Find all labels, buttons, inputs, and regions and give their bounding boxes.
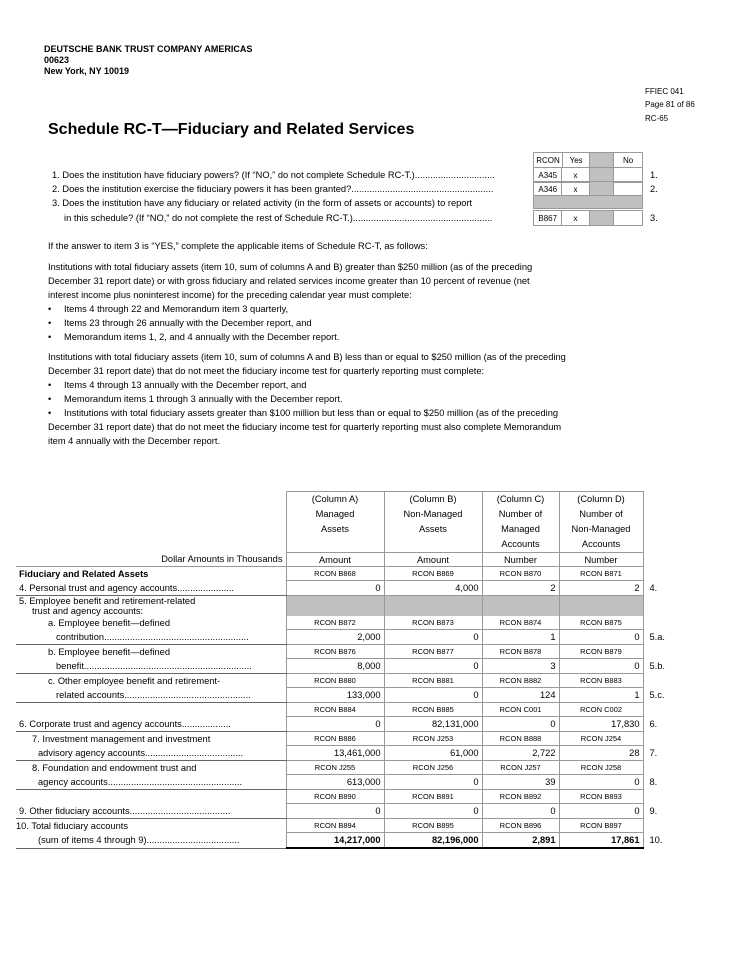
table-row [16,630,673,645]
value-cell[interactable]: 28 [559,746,643,761]
table-row [16,833,673,849]
code: RCON C001 [482,703,559,717]
question-1: 1. Does the institution have fiduciary powers? (If “NO,” do not complete Schedule RC-T.)............................... [52,170,495,180]
code: RCON B869 [384,567,482,581]
instr-p2-2: December 31 report date) or with gross fiduciary and related services income greater than 10 percent of revenue (net [48,276,530,286]
value-cell[interactable]: 82,196,000 [384,833,482,849]
value-cell[interactable]: 0 [559,659,643,674]
value-cell[interactable]: 39 [482,775,559,790]
line-ref: 8. [649,777,658,787]
code: RCON J258 [559,761,643,775]
line-ref: 7. [649,748,658,758]
code: RCON B875 [559,616,643,630]
table-row [16,775,673,790]
value-cell[interactable]: 0 [286,804,384,819]
value-cell[interactable]: 124 [482,688,559,703]
answer-row-1: A345 x [533,167,643,183]
row-label: contribution........................................................ [16,630,286,645]
code: RCON B895 [384,819,482,833]
value-cell[interactable]: 2 [559,581,643,596]
table-row [16,659,673,674]
page-number: Page 81 of 86 [645,100,695,109]
value-cell[interactable]: 0 [286,717,384,732]
code-row [16,703,673,717]
instr-p1: If the answer to item 3 is “YES,” complete the applicable items of Schedule RC-T, as follows: [48,241,428,251]
row-label: 9. Other fiduciary accounts....................................... [16,804,286,819]
value-cell[interactable]: 0 [384,775,482,790]
code-row: b. Employee benefit—defined RCON B876 RCON B877 RCON B878 RCON B879 [16,645,673,659]
section-title: Fiduciary and Related Assets [19,568,149,579]
row-label: 6. Corporate trust and agency accounts................... [16,717,286,732]
code-row: 10. Total fiduciary accounts RCON B894 RCON B895 RCON B896 RCON B897 [16,819,673,833]
row-label: trust and agency accounts: [32,606,144,616]
units-label: Dollar Amounts in Thousands [16,553,286,567]
answer-yes-2[interactable]: x [562,182,589,197]
value-cell[interactable]: 13,461,000 [286,746,384,761]
col-a-header: (Column A) Managed Assets [286,492,384,553]
instr-p2-1: Institutions with total fiduciary assets (item 10, sum of columns A and B) greater than $250 million (as of the preceding [48,262,533,272]
code: RCON B897 [559,819,643,833]
col-c-sub: Number [482,553,559,567]
value-cell[interactable]: 133,000 [286,688,384,703]
col-d-header: (Column D) Number of Non-Managed Accounts [559,492,643,553]
instr-p4-1: December 31 report date) that do not meet the fiduciary income test for quarterly reporting must also complete Memorandum [48,422,562,432]
code: RCON J253 [384,732,482,746]
code: RCON B890 [286,790,384,804]
value-cell[interactable]: 8,000 [286,659,384,674]
bullet-4: • Items 4 through 13 annually with the December report, and [48,380,307,390]
value-cell[interactable]: 0 [559,630,643,645]
value-cell[interactable]: 613,000 [286,775,384,790]
line-ref: 9. [649,806,658,816]
value-cell[interactable]: 2,722 [482,746,559,761]
question-3-cont: in this schedule? (If “NO,” do not complete the rest of Schedule RC-T.)...................................................... [64,213,493,223]
line-ref: 10. [649,835,663,846]
value-cell[interactable]: 17,861 [559,833,643,849]
question-headers [533,152,643,168]
code: RCON B893 [559,790,643,804]
line-ref: 6. [649,719,658,729]
table-row: 4. Personal trust and agency accounts...................... 0 4,000 2 2 4. [16,581,673,596]
page-title: Schedule RC-T—Fiduciary and Related Services [48,121,415,138]
col-b-sub: Amount [384,553,482,567]
ref-3: 3. [650,213,658,223]
code-row: 7. Investment management and investment RCON B886 RCON J253 RCON B888 RCON J254 [16,732,673,746]
row-label: benefit................................................................. [16,659,286,674]
row-label: advisory agency accounts...................................... [16,746,286,761]
value-cell[interactable]: 17,830 [559,717,643,732]
code: RCON C002 [559,703,643,717]
answer-row-2: A346 x [533,181,643,197]
question-3: 3. Does the institution have any fiduciary or related activity (in the form of assets or accounts) to report [52,198,473,208]
line-ref: 5.b. [649,661,666,671]
answer-no-3[interactable] [614,211,643,226]
value-cell[interactable]: 0 [384,630,482,645]
col-b-header: (Column B) Non-Managed Assets [384,492,482,553]
value-cell[interactable]: 0 [286,581,384,596]
instr-p3-1: Institutions with total fiduciary assets (item 10, sum of columns A and B) less than or equal to $250 million (as of the preceding [48,352,566,362]
table-row [16,804,673,819]
col-a-sub: Amount [286,553,384,567]
bank-city: New York, NY 10019 [44,66,130,76]
value-cell[interactable]: 0 [482,717,559,732]
code: RCON B883 [559,674,643,688]
value-cell[interactable]: 3 [482,659,559,674]
code: RCON B886 [286,732,384,746]
table-row [16,717,673,732]
row-label: (sum of items 4 through 9).................................... [16,833,286,849]
value-cell[interactable]: 82,131,000 [384,717,482,732]
code: RCON B871 [559,567,643,581]
value-cell[interactable]: 0 [559,775,643,790]
no-header: No [614,153,643,168]
instr-p2-3: interest income plus noninterest income) for the preceding calendar year must complete: [48,290,412,300]
code: RCON B876 [286,645,384,659]
bullet-5: • Memorandum items 1 through 3 annually with the December report. [48,394,343,404]
code: RCON J257 [482,761,559,775]
code: RCON J256 [384,761,482,775]
code: RCON B877 [384,645,482,659]
value-cell[interactable]: 0 [384,688,482,703]
line-ref: 5.c. [649,690,665,700]
value-cell[interactable]: 61,000 [384,746,482,761]
code: RCON B882 [482,674,559,688]
row-label: agency accounts.................................................... [16,775,286,790]
table-row [16,688,673,703]
code-row [16,790,673,804]
code: RCON B885 [384,703,482,717]
code: RCON B879 [559,645,643,659]
code: RCON J255 [286,761,384,775]
code: RCON B874 [482,616,559,630]
bullet-3: • Memorandum items 1, 2, and 4 annually with the December report. [48,332,340,342]
form-ref: RC-65 [645,114,669,123]
col-d-sub: Number [559,553,643,567]
code: RCON B881 [384,674,482,688]
value-cell[interactable]: 2,000 [286,630,384,645]
form-code: FFIEC 041 [645,87,684,96]
code: RCON B873 [384,616,482,630]
code-row: a. Employee benefit—defined RCON B872 RCON B873 RCON B874 RCON B875 [16,616,673,630]
rcon-header: RCON [534,153,563,168]
bank-name: DEUTSCHE BANK TRUST COMPANY AMERICAS [44,44,253,54]
bullet-2: • Items 23 through 26 annually with the December report, and [48,318,312,328]
code-row: c. Other employee benefit and retirement- RCON B880 RCON B881 RCON B882 RCON B883 [16,674,673,688]
col-c-header: (Column C) Number of Managed Accounts [482,492,559,553]
yes-header: Yes [562,153,589,168]
bullet-1: • Items 4 through 22 and Memorandum item 3 quarterly, [48,304,289,314]
value-cell[interactable]: 14,217,000 [286,833,384,849]
code: RCON B891 [384,790,482,804]
code-row: 8. Foundation and endowment trust and RCON J255 RCON J256 RCON J257 RCON J258 [16,761,673,775]
code: RCON B872 [286,616,384,630]
code: RCON B870 [482,567,559,581]
gray-band [533,195,643,209]
instr-p3-2: December 31 report date) that do not meet the fiduciary income test for quarterly reporting must complete: [48,366,485,376]
bullet-6: • Institutions with total fiduciary assets greater than $100 million but less than or equal to $250 million (as of the preceding [48,408,559,418]
value-cell[interactable]: 1 [482,630,559,645]
code: RCON B884 [286,703,384,717]
answer-yes-1[interactable]: x [562,168,589,183]
line-ref: 4. [649,583,658,593]
value-cell[interactable]: 0 [482,804,559,819]
bank-id: 00623 [44,55,70,65]
value-cell[interactable]: 0 [384,804,482,819]
value-cell[interactable]: 1 [559,688,643,703]
code: RCON B888 [482,732,559,746]
fiduciary-table [16,491,673,849]
value-cell[interactable]: 0 [559,804,643,819]
line-ref: 5.a. [649,632,666,642]
value-cell[interactable]: 4,000 [384,581,482,596]
answer-yes-3[interactable]: x [562,211,589,226]
answer-row-3: B867 x [533,210,643,226]
row-label: related accounts................................................. [16,688,286,703]
gray-cell [590,153,614,168]
table-row [16,746,673,761]
ref-1: 1. [650,170,658,180]
ref-2: 2. [650,184,658,194]
table-row: 5. Employee benefit and retirement-related [16,596,673,607]
code: RCON J254 [559,732,643,746]
code: RCON B896 [482,819,559,833]
value-cell[interactable]: 0 [384,659,482,674]
code: RCON B868 [286,567,384,581]
instr-p4-2: item 4 annually with the December report. [48,436,221,446]
question-2: 2. Does the institution exercise the fiduciary powers it has been granted?....................................................... [52,184,494,194]
code: RCON B878 [482,645,559,659]
code: RCON B880 [286,674,384,688]
code: RCON B892 [482,790,559,804]
value-cell[interactable]: 2 [482,581,559,596]
value-cell[interactable]: 2,891 [482,833,559,849]
code: RCON B894 [286,819,384,833]
